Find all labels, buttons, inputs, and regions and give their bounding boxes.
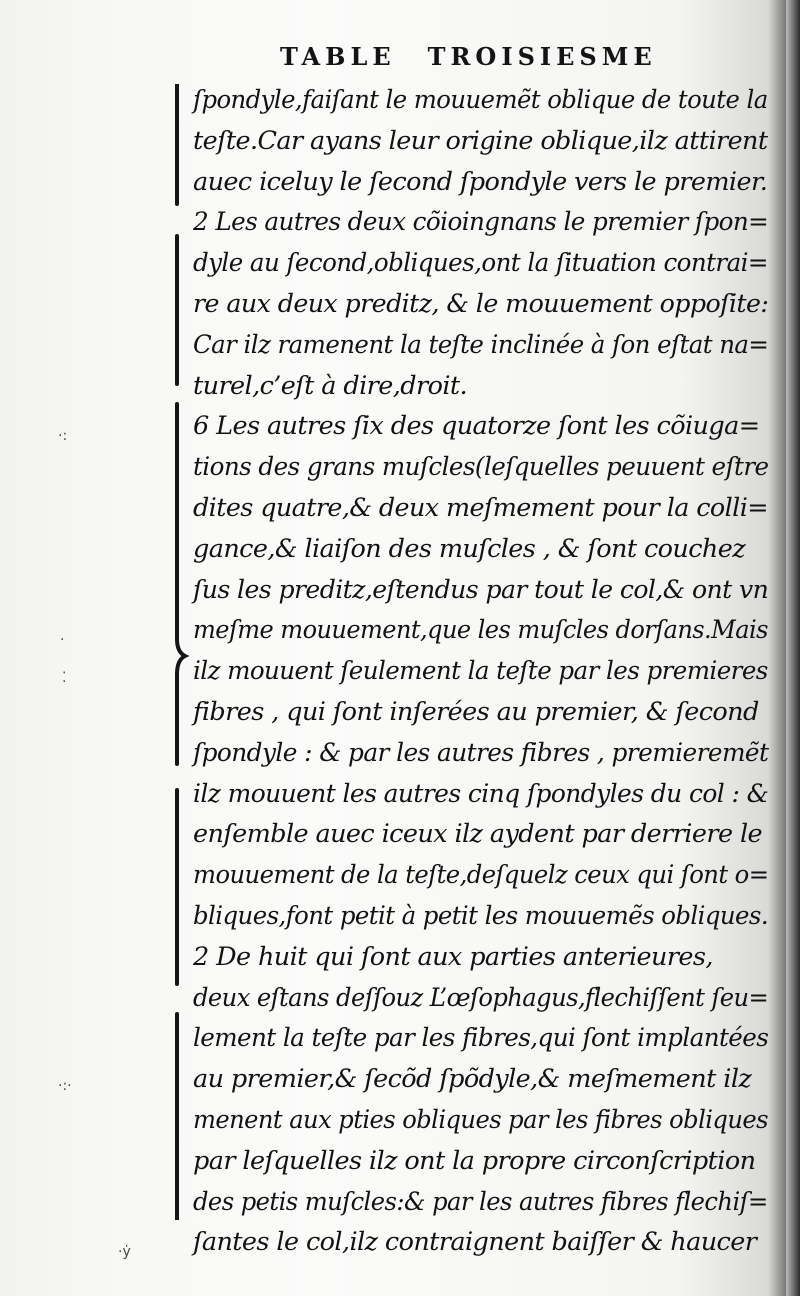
text-line: 2 De huit qui ſont aux parties anterieures, [193,941,713,972]
ink-speck: ⁚ [62,670,67,686]
ink-speck: ·: [58,428,68,444]
text-line: auec iceluy le ſecond ſpondyle vers le premier. [193,166,768,197]
text-line: deux eſtans deſſouz L’œſophagus,flechiſſent ſeu= [193,982,769,1013]
text-line: gance,& liaiſon des muſcles , & ſont couchez [193,533,746,564]
text-line: ſantes le col,ilz contraignent baiſſer & haucer [193,1227,757,1258]
text-line: enſemble auec iceux ilz aydent par derriere le [193,819,762,850]
ink-speck: · [60,632,65,648]
ink-speck: ·ẏ [118,1244,131,1260]
text-line: ſpondyle : & par les autres fibres , premieremẽt [193,737,769,768]
text-line: lement la teſte par les fibres,qui ſont implantées [193,1023,769,1054]
header-word-troisiesme: TROISIESME [427,42,657,71]
text-line: ſpondyle,faiſant le mouuemẽt oblique de toute la [193,85,768,115]
text-line: 6 Les autres ſix des quatorze ſont les cõiuga= [193,411,760,442]
header-word-table: TABLE [280,42,396,71]
text-line: ilz mouuent les autres cinq ſpondyles du col : & [193,778,769,809]
text-line: teſte.Car ayans leur origine oblique,ilz attirent [193,125,768,156]
text-line: ilz mouuent ſeulement la teſte par les premieres [193,656,768,687]
running-header [280,42,657,71]
text-line: dyle au ſecond,obliques,ont la ſituation contrai= [193,248,768,279]
text-line: meſme mouuement,que les muſcles dorſans.Mais [193,615,768,646]
text-line: re aux deux preditz, & le mouuement oppoſite: [193,288,769,319]
text-line: ſus les preditz,eſtendus par tout le col,& ont vn [193,574,769,605]
text-line: dites quatre,& deux meſmement pour la colli= [193,492,768,523]
text-line: fibres , qui ſont inſerées au premier, & ſecond [193,696,759,727]
text-line: au premier,& ſecõd ſpõdyle,& meſmement ilz [193,1064,752,1095]
text-line: bliques,font petit à petit les mouuemẽs obliques. [193,900,769,931]
page-edge-shadow [786,0,800,1296]
text-line: Car ilz ramenent la teſte inclinée à ſon eſtat na= [193,329,769,360]
body-text [193,80,768,1263]
text-line: turel,c’eſt à dire,droit. [193,370,468,401]
text-line: des petis muſcles:& par les autres fibres flechiſ= [193,1186,768,1217]
ink-speck: ·:· [58,1078,72,1094]
text-line: par leſquelles ilz ont la propre circonſcription [193,1145,756,1176]
margin-bracket [165,84,193,1220]
text-line: 2 Les autres deux cõioingnans le premier ſpon= [193,207,769,238]
text-line: mouuement de la teſte,deſquelz ceux qui ſont o= [193,860,769,891]
text-line: tions des grans muſcles(leſquelles peuuent eſtre [193,452,769,483]
text-line: menent aux pties obliques par les fibres obliques [193,1104,768,1135]
